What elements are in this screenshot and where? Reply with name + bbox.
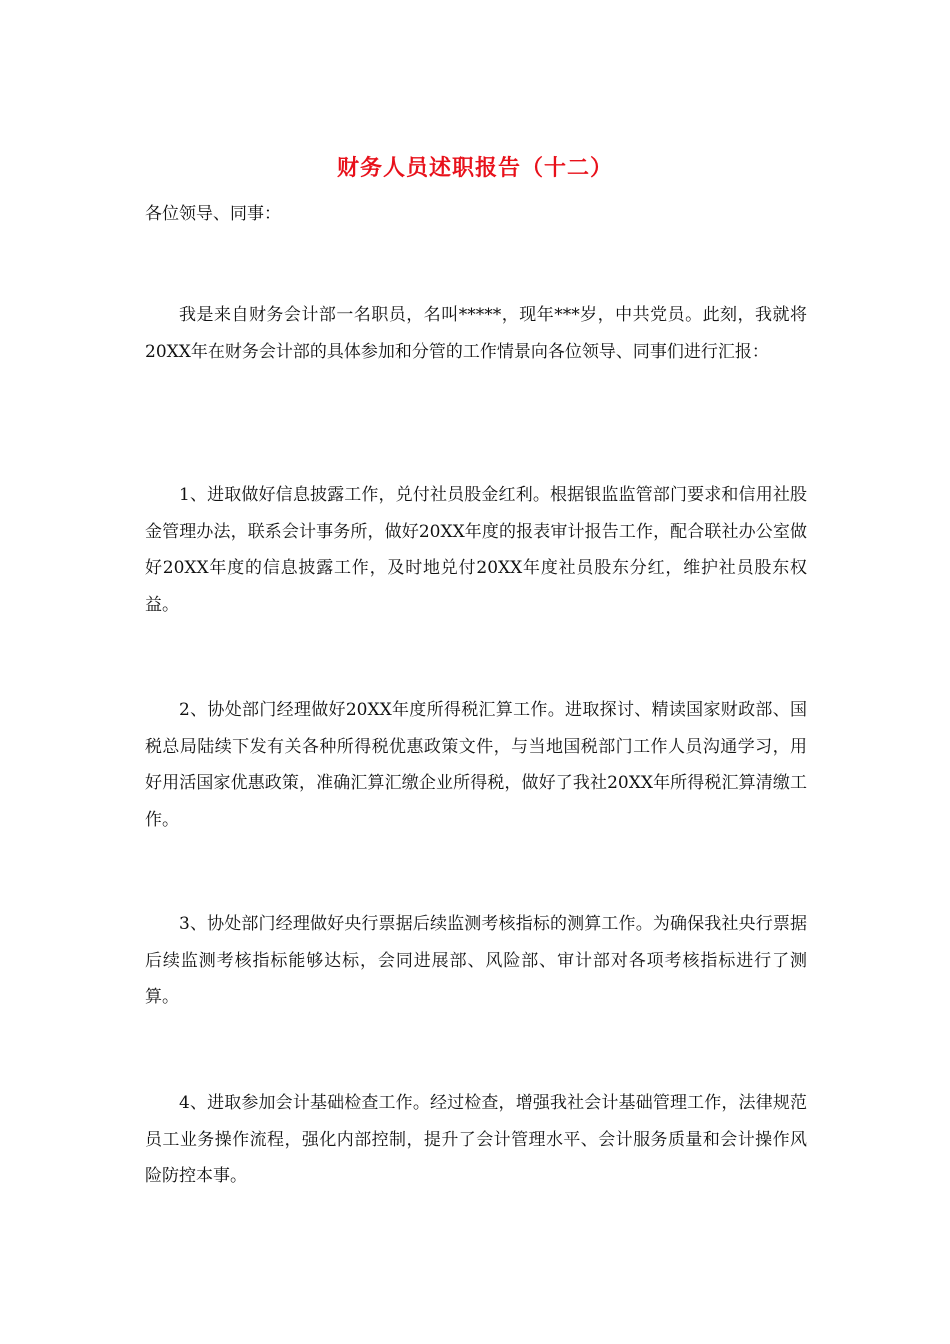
salutation: 各位领导、同事： [145, 204, 281, 224]
paragraph-item-2: 2、协处部门经理做好20XX年度所得税汇算工作。进取探讨、精读国家财政部、国税总局陆续下发有关各种所得税优惠政策文件，与当地国税部门工作人员沟通学习，用好用活国家优惠政策，准确汇算汇缴企业所得税，做好了我社20XX年所得税汇算清缴工作。 [145, 700, 807, 830]
paragraph-intro: 我是来自财务会计部一名职员，名叫*****，现年***岁，中共党员。此刻，我就将20XX年在财务会计部的具体参加和分管的工作情景向各位领导、同事们进行汇报： [145, 305, 807, 362]
paragraph-item-3: 3、协处部门经理做好央行票据后续监测考核指标的测算工作。为确保我社央行票据后续监测考核指标能够达标，会同进展部、风险部、审计部对各项考核指标进行了测算。 [145, 914, 807, 1007]
document-title: 财务人员述职报告（十二） [336, 155, 613, 181]
paragraph-item-4: 4、进取参加会计基础检查工作。经过检查，增强我社会计基础管理工作，法律规范员工业务操作流程，强化内部控制，提升了会计管理水平、会计服务质量和会计操作风险防控本事。 [145, 1093, 807, 1186]
paragraph-item-1: 1、进取做好信息披露工作，兑付社员股金红利。根据银监监管部门要求和信用社股金管理办法，联系会计事务所，做好20XX年度的报表审计报告工作，配合联社办公室做好20XX年度的信息披露工作，及时地兑付20XX年度社员股东分红，维护社员股东权益。 [145, 485, 807, 615]
